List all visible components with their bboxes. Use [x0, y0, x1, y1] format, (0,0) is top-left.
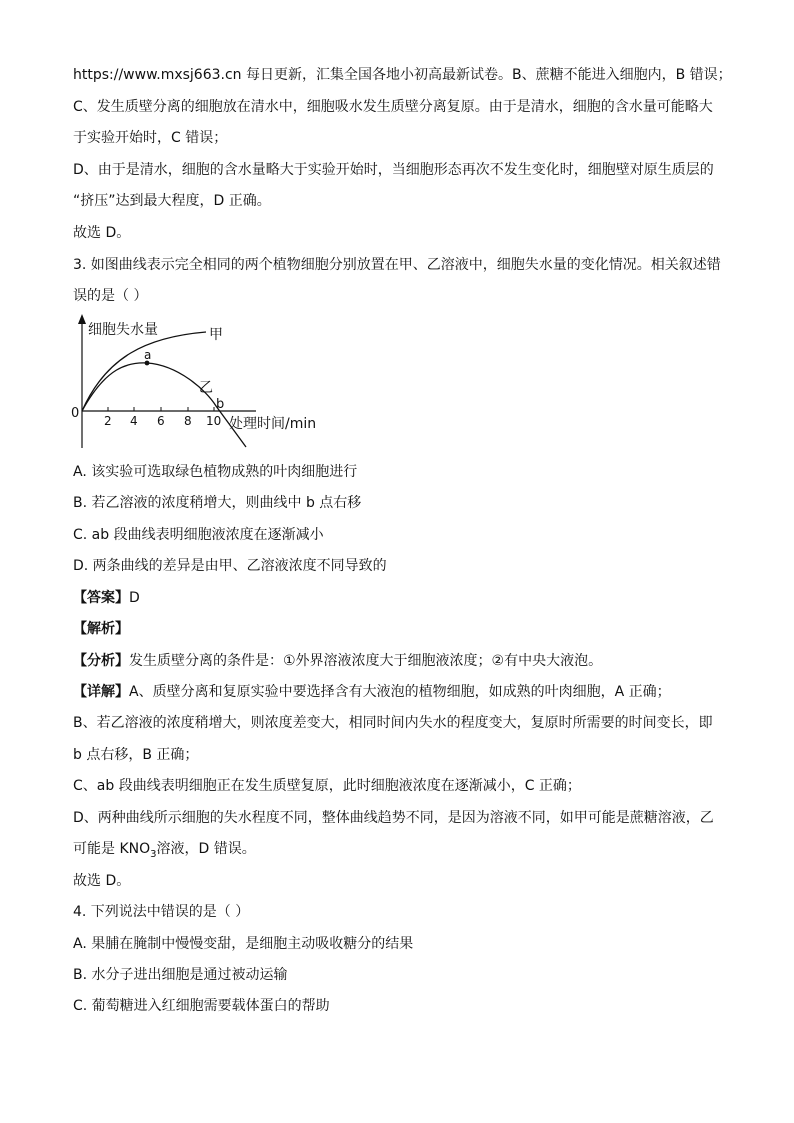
detail-line	[73, 840, 256, 864]
text-line: D、由于是清水，细胞的含水量略大于实验开始时，当细胞形态再次不发生变化时，细胞壁对原生质层的	[73, 162, 714, 178]
xiangjie-line	[73, 683, 671, 701]
y-axis-label: 细胞失水量	[88, 322, 158, 338]
x-tick-label: 8	[184, 414, 192, 428]
x-tick-label: 6	[157, 414, 165, 428]
x-tick-label: 10	[206, 414, 222, 428]
question-3-stem: 3. 如图曲线表示完全相同的两个植物细胞分别放置在甲、乙溶液中，细胞失水量的变化情况。相关叙述错	[73, 257, 721, 273]
text-line: C、发生质壁分离的细胞放在清水中，细胞吸水发生质壁分离复原。由于是清水，细胞的含水量可能略大	[73, 99, 713, 115]
answer-value: D	[129, 590, 140, 606]
answer-line	[73, 589, 140, 607]
q4-option-c: C. 葡萄糖进入红细胞需要载体蛋白的帮助	[73, 998, 330, 1014]
text-line: 故选 D。	[73, 225, 131, 241]
question-4-stem: 4. 下列说法中错误的是（ ）	[73, 904, 250, 920]
x-tick-label: 2	[104, 414, 112, 428]
point-a-label: a	[144, 348, 152, 362]
option-a: A. 该实验可选取绿色植物成熟的叶肉细胞进行	[73, 464, 358, 480]
fenxi-line	[73, 652, 602, 670]
fenxi-text: 发生质壁分离的条件是：①外界溶液浓度大于细胞液浓度；②有中央大液泡。	[129, 653, 603, 669]
x-tick-label: 4	[130, 414, 138, 428]
xiangjie-tag: 【详解】	[73, 684, 129, 700]
y-axis-arrow	[78, 314, 86, 324]
detail-line: b 点右移，B 正确；	[73, 747, 199, 763]
detail-line: C、ab 段曲线表明细胞正在发生质壁复原，此时细胞液浓度在逐渐减小，C 正确；	[73, 778, 581, 794]
detail-text: 可能是 KNO	[73, 841, 151, 857]
point-b-label: b	[216, 397, 225, 412]
curve-yi-label: 乙	[199, 380, 213, 396]
analysis-tag: 【解析】	[73, 621, 129, 637]
text-line: “挤压”达到最大程度，D 正确。	[73, 193, 271, 209]
detail-line: B、若乙溶液的浓度稍增大，则浓度差变大，相同时间内失水的程度变大，复原时所需要的时间变长，即	[73, 715, 713, 731]
detail-text: 溶液，D 错误。	[156, 841, 256, 857]
water-loss-figure	[66, 312, 346, 454]
curve-jia-label: 甲	[209, 327, 223, 343]
option-b: B. 若乙溶液的浓度稍增大，则曲线中 b 点右移	[73, 495, 362, 511]
text-line: https://www.mxsj663.cn 每日更新，汇集全国各地小初高最新试卷。B、蔗糖不能进入细胞内，B 错误；	[73, 67, 732, 83]
option-d: D. 两条曲线的差异是由甲、乙溶液浓度不同导致的	[73, 558, 387, 574]
xiangjie-text: A、质壁分离和复原实验中要选择含有大液泡的植物细胞，如成熟的叶肉细胞，A 正确；	[129, 684, 671, 700]
detail-line: D、两种曲线所示细胞的失水程度不同，整体曲线趋势不同，是因为溶液不同，如甲可能是蔗糖溶液，乙	[73, 810, 714, 826]
q4-option-b: B. 水分子进出细胞是通过被动运输	[73, 967, 288, 983]
origin-label: 0	[71, 406, 80, 421]
text-line: 误的是（ ）	[73, 288, 148, 304]
subscript: 3	[150, 848, 157, 860]
q4-option-a: A. 果脯在腌制中慢慢变甜，是细胞主动吸收糖分的结果	[73, 936, 414, 952]
text-line: 于实验开始时，C 错误；	[73, 130, 228, 146]
x-axis-label: 处理时间/min	[229, 416, 317, 432]
answer-tag: 【答案】	[73, 590, 129, 606]
conclusion-line: 故选 D。	[73, 873, 131, 889]
curve-jia	[82, 332, 206, 411]
option-c: C. ab 段曲线表明细胞液浓度在逐渐减小	[73, 527, 324, 543]
fenxi-tag: 【分析】	[73, 653, 129, 669]
